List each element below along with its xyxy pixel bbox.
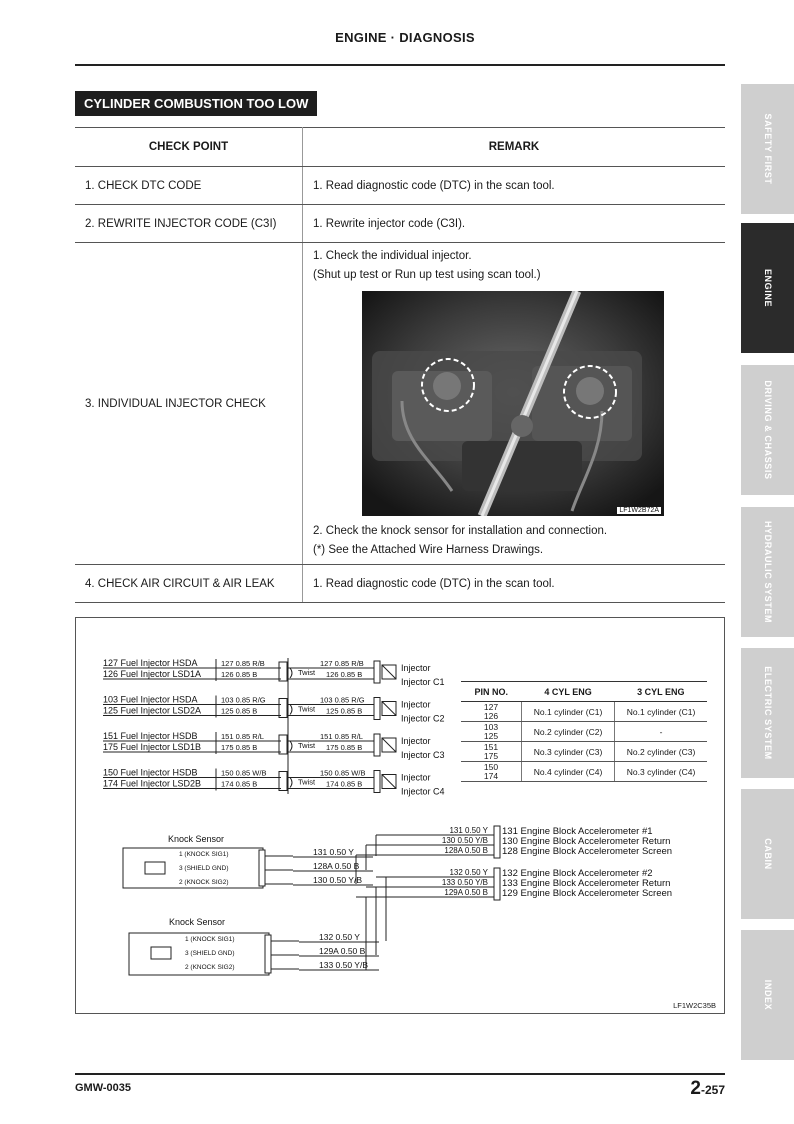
engine-injector-photo <box>362 291 664 516</box>
ecm-connector <box>494 868 500 900</box>
injector-connector <box>374 698 380 720</box>
knock-sensor-connector <box>259 850 265 886</box>
header-divider <box>75 64 725 66</box>
table-row <box>75 243 725 565</box>
wire-spec-label: 125 0.85 B <box>221 706 258 716</box>
wire-spec-label: 125 0.85 B <box>326 706 363 716</box>
tab-electric-system[interactable]: ELECTRIC SYSTEM <box>741 648 794 778</box>
remark-cell: 1. Rewrite injector code (C3I). <box>303 205 726 243</box>
twist-icon <box>290 778 292 788</box>
wire-spec-label: 174 0.85 B <box>326 779 363 789</box>
page-header-title: ENGINE · DIAGNOSIS <box>335 30 475 45</box>
remark-line: (Shut up test or Run up test using scan tool.) <box>313 269 541 281</box>
inline-connector <box>279 662 287 681</box>
ecm-wire-label: 128A 0.50 B <box>444 846 488 855</box>
injector-label: Injector <box>401 663 431 673</box>
wire-spec-label: 132 0.50 Y <box>319 932 360 942</box>
injector-connector <box>374 661 380 683</box>
ecm-pin-label: 175 Fuel Injector LSD1B <box>103 742 202 752</box>
tab-index[interactable]: INDEX <box>741 930 794 1060</box>
knock-sensor-title: Knock Sensor <box>169 917 226 927</box>
ecm-pin-label: 103 Fuel Injector HSDA <box>103 694 198 705</box>
pin-header-pin-no: PIN NO. <box>461 682 522 702</box>
knock-pin-label: 3 (SHIELD GND) <box>179 865 229 872</box>
injector-solenoid-icon <box>382 775 396 789</box>
page-chapter: 2 <box>690 1078 701 1099</box>
ecm-pin-label: 150 Fuel Injector HSDB <box>103 767 198 778</box>
tab-hydraulic-system[interactable]: HYDRAULIC SYSTEM <box>741 507 794 637</box>
ecm-pin-label: 126 Fuel Injector LSD1A <box>103 669 202 679</box>
pin-header-4cyl: 4 CYL ENG <box>522 682 615 702</box>
footer-divider <box>75 1073 725 1075</box>
twist-icon <box>290 705 292 715</box>
table-row <box>75 565 725 603</box>
knock-pin-label: 3 (SHIELD GND) <box>185 950 235 957</box>
engine-photo-illustration <box>362 291 664 516</box>
check-point-cell: 3. INDIVIDUAL INJECTOR CHECK <box>75 243 303 565</box>
ecm-wire-label: 133 0.50 Y/B <box>441 878 488 887</box>
ecm-pin-label: 131 Engine Block Accelerometer #1 <box>502 826 653 837</box>
ecm-pin-label: 125 Fuel Injector LSD2A <box>103 705 202 716</box>
pin-header-3cyl: 3 CYL ENG <box>615 682 707 702</box>
wire-spec-label: 151 0.85 R/L <box>320 732 363 741</box>
knock-pin-label: 2 (KNOCK SIG2) <box>185 964 235 971</box>
check-point-cell: 4. CHECK AIR CIRCUIT & AIR LEAK <box>75 565 303 603</box>
ecm-connector <box>494 826 500 858</box>
ecm-wire-label: 130 0.50 Y/B <box>441 836 488 845</box>
pin-table-row <box>461 742 707 762</box>
column-header-check-point: CHECK POINT <box>75 128 303 167</box>
pin-table-header-row <box>461 682 707 702</box>
check-table-header-row <box>75 128 725 167</box>
wire-spec-label: 127 0.85 R/B <box>320 659 364 668</box>
column-header-remark: REMARK <box>303 128 726 167</box>
section-title: CYLINDER COMBUSTION TOO LOW <box>75 91 317 116</box>
twist-label: Twist <box>298 741 316 750</box>
pin-4cyl-value: No.2 cylinder (C2) <box>522 722 615 742</box>
pin-table-row <box>461 722 707 742</box>
wire-spec-label: 103 0.85 R/G <box>320 695 365 705</box>
knock-pin-label: 2 (KNOCK SIG2) <box>179 879 229 886</box>
wiring-diagram <box>75 617 725 1014</box>
pin-4cyl-value: No.4 cylinder (C4) <box>522 762 615 782</box>
injector-label: Injector C4 <box>401 786 445 797</box>
wire-spec-label: 127 0.85 R/B <box>221 659 265 668</box>
injector-label: Injector C3 <box>401 750 445 760</box>
remark-cell <box>303 243 726 565</box>
ecm-pin-label: 151 Fuel Injector HSDB <box>103 731 198 741</box>
ecm-pin-label: 132 Engine Block Accelerometer #2 <box>502 868 653 879</box>
page-index: -257 <box>700 1083 725 1097</box>
table-row <box>75 205 725 243</box>
pin-3cyl-value: No.2 cylinder (C3) <box>615 742 707 762</box>
ecm-pin-label: 133 Engine Block Accelerometer Return <box>502 878 671 889</box>
wire-spec-label: 131 0.50 Y <box>313 847 354 857</box>
injector-solenoid-icon <box>382 665 396 679</box>
check-point-cell: 1. CHECK DTC CODE <box>75 167 303 205</box>
check-table <box>75 127 725 603</box>
ecm-wire-label: 132 0.50 Y <box>449 868 488 877</box>
diagram-reference-code: LF1W2C35B <box>673 1001 716 1010</box>
pin-3cyl-value: No.3 cylinder (C4) <box>615 762 707 782</box>
remark-line: 1. Check the individual injector. <box>313 250 472 262</box>
ecm-pin-label: 130 Engine Block Accelerometer Return <box>502 836 671 847</box>
inline-connector <box>279 772 287 791</box>
pin-numbers: 127 126 <box>461 702 522 722</box>
injector-label: Injector C2 <box>401 713 445 724</box>
check-point-cell: 2. REWRITE INJECTOR CODE (C3I) <box>75 205 303 243</box>
injector-label: Injector <box>401 736 431 746</box>
twist-label: Twist <box>298 777 316 787</box>
pin-4cyl-value: No.3 cylinder (C3) <box>522 742 615 762</box>
wire-spec-label: 175 0.85 B <box>326 743 363 752</box>
inline-connector <box>279 699 287 718</box>
section-tabs <box>741 0 794 1124</box>
injector-label: Injector C1 <box>401 677 445 687</box>
twist-label: Twist <box>298 668 316 677</box>
injector-label: Injector <box>401 772 431 783</box>
tab-driving-chassis[interactable]: DRIVING & CHASSIS <box>741 365 794 495</box>
twist-label: Twist <box>298 704 316 714</box>
knock-sensor-title: Knock Sensor <box>168 834 225 844</box>
remark-cell: 1. Read diagnostic code (DTC) in the scan tool. <box>303 167 726 205</box>
inline-connector <box>279 735 287 754</box>
ecm-pin-label: 174 Fuel Injector LSD2B <box>103 778 202 789</box>
injector-connector <box>374 771 380 793</box>
ecm-pin-label: 129 Engine Block Accelerometer Screen <box>502 888 673 899</box>
injector-solenoid-icon <box>382 738 396 752</box>
pin-numbers: 103 125 <box>461 722 522 742</box>
pin-numbers: 150 174 <box>461 762 522 782</box>
table-row <box>75 167 725 205</box>
wiring-schematic <box>76 618 724 1013</box>
ecm-wire-label: 129A 0.50 B <box>444 888 488 897</box>
pin-numbers: 151 175 <box>461 742 522 762</box>
pin-table <box>461 681 707 782</box>
tab-cabin[interactable]: CABIN <box>741 789 794 919</box>
wire-spec-label: 126 0.85 B <box>326 670 363 679</box>
knock-sensor-connector <box>265 935 271 973</box>
wire-spec-label: 128A 0.50 B <box>313 861 360 871</box>
pin-3cyl-value: - <box>615 722 707 742</box>
knock-pin-label: 1 (KNOCK SIG1) <box>185 936 235 943</box>
wire-spec-label: 130 0.50 Y/B <box>313 875 362 885</box>
twist-icon <box>290 741 292 751</box>
injector-connector <box>374 734 380 756</box>
twist-icon <box>290 668 292 678</box>
wire-spec-label: 103 0.85 R/G <box>221 695 266 705</box>
pin-4cyl-value: No.1 cylinder (C1) <box>522 702 615 722</box>
pin-table-row <box>461 762 707 782</box>
document-code: GMW-0035 <box>75 1082 132 1094</box>
wire-spec-label: 151 0.85 R/L <box>221 732 264 741</box>
remark-cell: 1. Read diagnostic code (DTC) in the scan tool. <box>303 565 726 603</box>
page-number <box>690 1078 725 1100</box>
wire-spec-label: 175 0.85 B <box>221 743 258 752</box>
remark-line: (*) See the Attached Wire Harness Drawings. <box>313 544 544 556</box>
wire-spec-label: 133 0.50 Y/B <box>319 960 368 970</box>
knock-pin-label: 1 (KNOCK SIG1) <box>179 851 229 858</box>
ecm-wire-label: 131 0.50 Y <box>449 826 488 835</box>
wire-spec-label: 126 0.85 B <box>221 670 258 679</box>
knock-sensor-element <box>145 862 165 874</box>
tab-engine[interactable]: ENGINE <box>741 223 794 353</box>
wire-spec-label: 174 0.85 B <box>221 779 258 789</box>
pin-3cyl-value: No.1 cylinder (C1) <box>615 702 707 722</box>
ecm-pin-label: 127 Fuel Injector HSDA <box>103 658 198 668</box>
remark-line: 2. Check the knock sensor for installation and connection. <box>313 525 608 537</box>
pin-table-row <box>461 702 707 722</box>
knock-sensor-element <box>151 947 171 959</box>
ecm-pin-label: 128 Engine Block Accelerometer Screen <box>502 846 673 857</box>
tab-safety-first[interactable]: SAFETY FIRST <box>741 84 794 214</box>
wire-spec-label: 129A 0.50 B <box>319 946 366 956</box>
wire-spec-label: 150 0.85 W/B <box>320 768 366 778</box>
injector-solenoid-icon <box>382 702 396 716</box>
injector-label: Injector <box>401 699 431 710</box>
photo-reference-code: LF1W2B72A <box>619 507 659 514</box>
wire-spec-label: 150 0.85 W/B <box>221 768 267 778</box>
